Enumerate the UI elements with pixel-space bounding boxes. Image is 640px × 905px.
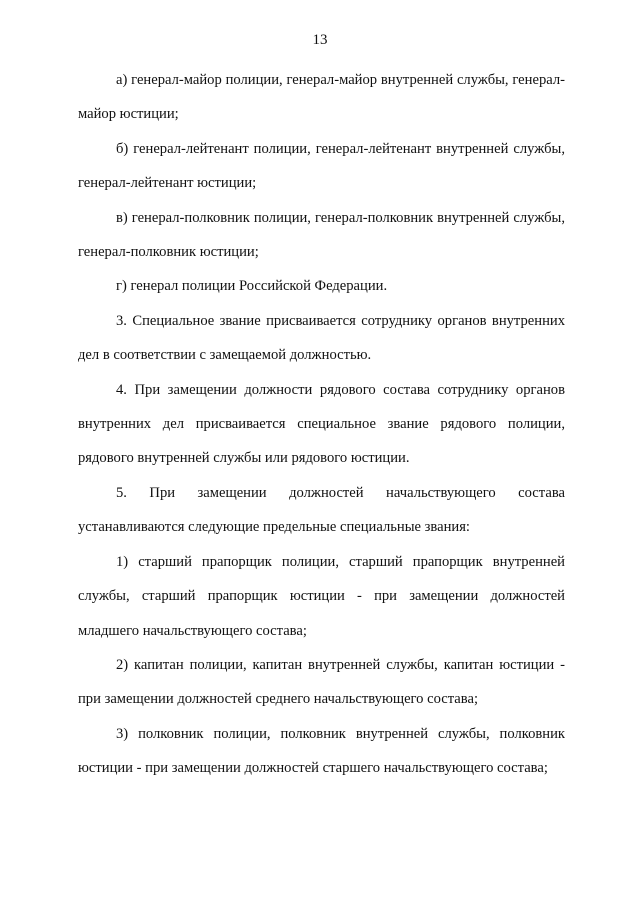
- paragraph-subitem-2: 2) капитан полиции, капитан внутренней службы, капитан юстиции - при замещении должностей среднего начальствующего состава;: [78, 656, 565, 708]
- paragraph-rank-a: а) генерал-майор полиции, генерал-майор внутренней службы, генерал-майор юстиции;: [78, 72, 565, 123]
- page-number: 13: [312, 32, 328, 48]
- paragraph-item-3: 3. Специальное звание присваивается сотруднику органов внутренних дел в соответствии с замещаемой должностью.: [78, 312, 565, 364]
- paragraph-item-5: 5. При замещении должностей начальствующего состава устанавливаются следующие предельные специальные звания:: [78, 484, 565, 536]
- paragraph-rank-v: в) генерал-полковник полиции, генерал-полковник внутренней службы, генерал-полковник юстиции;: [78, 209, 565, 261]
- paragraph-subitem-1: 1) старший прапорщик полиции, старший прапорщик внутренней службы, старший прапорщик юстиции - при замещении должностей младшего начальствующего состава;: [78, 553, 565, 639]
- paragraph-item-4: 4. При замещении должности рядового состава сотруднику органов внутренних дел присваивается специальное звание рядового полиции, рядового внутренней службы или рядового юстиции.: [78, 381, 565, 467]
- document-body: [78, 63, 565, 786]
- paragraph-subitem-3: 3) полковник полиции, полковник внутренней службы, полковник юстиции - при замещении должностей старшего начальствующего состава;: [78, 725, 565, 777]
- paragraph-rank-b: б) генерал-лейтенант полиции, генерал-лейтенант внутренней службы, генерал-лейтенант юстиции;: [78, 140, 565, 192]
- paragraph-rank-g: г) генерал полиции Российской Федерации.: [116, 278, 388, 295]
